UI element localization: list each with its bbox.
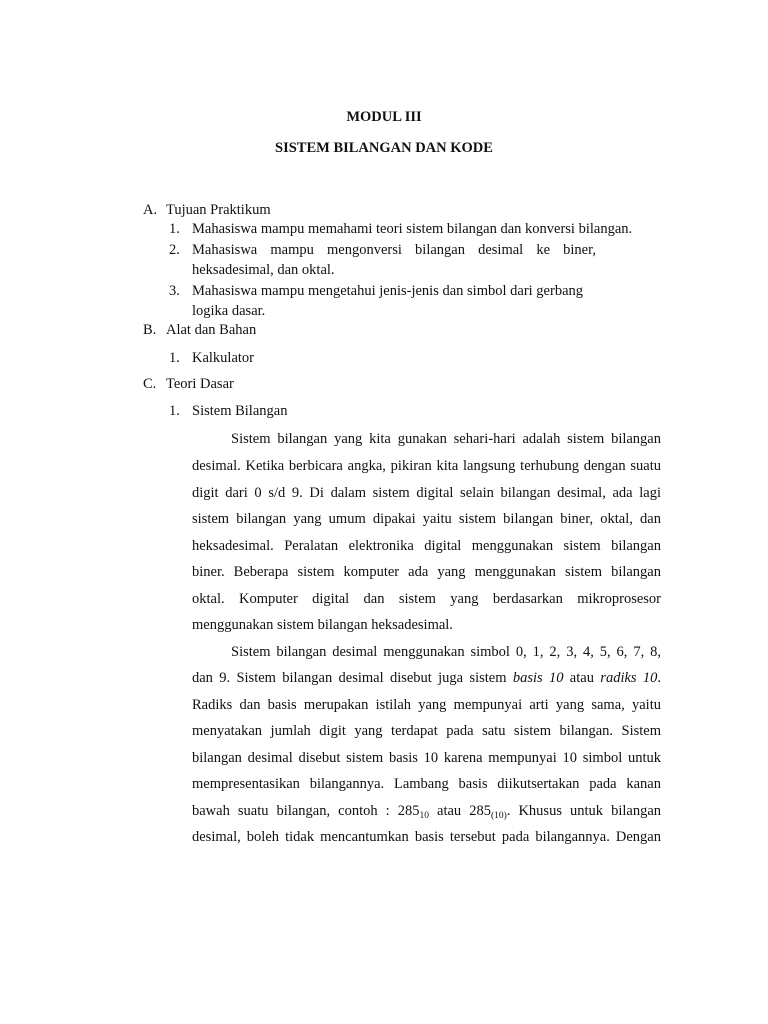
paragraph-line: desimal. Ketika berbicara angka, pikiran kita langsung terhubung dengan suatu <box>192 458 661 474</box>
paragraph-line: bilangan desimal disebut sistem basis 10 karena mempunyai 10 simbol untuk <box>192 750 661 766</box>
list-item-marker: 1. <box>169 221 180 237</box>
paragraph-line: biner. Beberapa sistem komputer ada yang menggunakan sistem bilangan <box>192 564 661 580</box>
section-a-heading: Tujuan Praktikum <box>166 202 271 218</box>
list-item-text: Mahasiswa mampu mengetahui jenis-jenis dan simbol dari gerbang <box>192 283 584 299</box>
subsection-heading: Sistem Bilangan <box>192 403 288 419</box>
list-item-text: Kalkulator <box>192 350 255 366</box>
subsection-marker: 1. <box>169 403 180 419</box>
paragraph-line: dan 9. Sistem bilangan desimal disebut juga sistem basis 10 atau radiks 10. <box>192 670 661 686</box>
section-c-marker: C. <box>143 376 157 392</box>
module-number: MODUL III <box>346 109 422 125</box>
paragraph-line: digit dari 0 s/d 9. Di dalam sistem digital selain bilangan desimal, ada lagi <box>192 485 661 501</box>
paragraph-line: heksadesimal. Peralatan elektronika digital menggunakan sistem bilangan <box>192 538 661 554</box>
paragraph-line: Radiks dan basis merupakan istilah yang mempunyai arti yang sama, yaitu <box>192 697 661 713</box>
paragraph-line: mempresentasikan bilangannya. Lambang basis diikutsertakan pada kanan <box>192 776 661 792</box>
list-item-text: heksadesimal, dan oktal. <box>192 262 335 278</box>
paragraph-line: Sistem bilangan desimal menggunakan simbol 0, 1, 2, 3, 4, 5, 6, 7, 8, <box>231 644 661 660</box>
module-title: SISTEM BILANGAN DAN KODE <box>275 140 493 156</box>
paragraph-line: menyatakan jumlah digit yang terdapat pada satu sistem bilangan. Sistem <box>192 723 661 739</box>
section-a-marker: A. <box>143 202 158 218</box>
section-b-marker: B. <box>143 322 157 338</box>
section-b-heading: Alat dan Bahan <box>166 322 257 338</box>
paragraph-line: Sistem bilangan yang kita gunakan sehari-hari adalah sistem bilangan <box>231 431 661 447</box>
emphasis-radiks: radiks 10 <box>600 670 658 686</box>
subscript-base: (10) <box>490 811 507 821</box>
list-item-marker: 3. <box>169 283 180 299</box>
list-item-text: logika dasar. <box>192 303 266 319</box>
paragraph-line: oktal. Komputer digital dan sistem yang berdasarkan mikroprosesor <box>192 591 661 607</box>
paragraph-line: sistem bilangan yang umum dipakai yaitu sistem bilangan biner, oktal, dan <box>192 511 661 527</box>
section-c-heading: Teori Dasar <box>166 376 234 392</box>
paragraph-line: menggunakan sistem bilangan heksadesimal. <box>192 617 453 633</box>
list-item-text: Mahasiswa mampu memahami teori sistem bilangan dan konversi bilangan. <box>192 221 633 237</box>
paragraph-line: desimal, boleh tidak mencantumkan basis tersebut pada bilangannya. Dengan <box>192 829 661 845</box>
subscript-base: 10 <box>419 811 429 821</box>
list-item-marker: 2. <box>169 242 180 258</box>
list-item-text: Mahasiswa mampu mengonversi bilangan desimal ke biner, <box>192 242 596 258</box>
paragraph-line: bawah suatu bilangan, contoh : $285_{10}$ atau $285_{(10)}$. Khusus untuk bilangan <box>192 803 662 821</box>
list-item-marker: 1. <box>169 350 180 366</box>
emphasis-basis: basis 10 <box>512 670 564 686</box>
